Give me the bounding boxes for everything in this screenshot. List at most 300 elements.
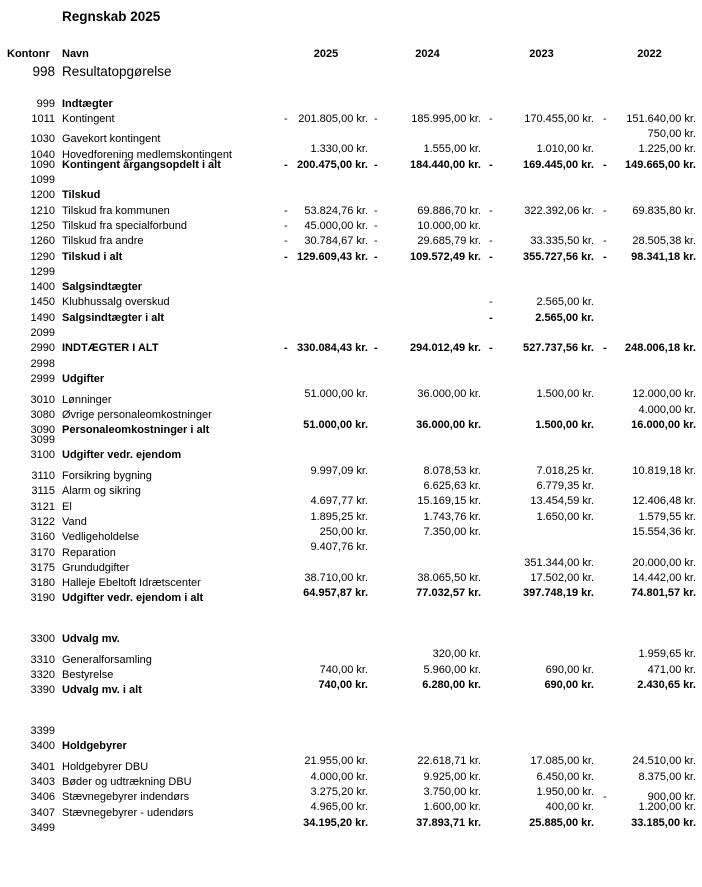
minus-sign: - xyxy=(374,112,378,125)
amount-cell-2025 xyxy=(284,464,368,479)
amount-cell-2022 xyxy=(603,403,696,418)
navn-cell: Tilskud fra kommunen xyxy=(62,204,170,217)
table-row xyxy=(7,341,702,356)
amount-cell-2024 xyxy=(374,647,481,662)
amount-cell-2024 xyxy=(374,816,481,831)
navn-cell: Tilskud i alt xyxy=(62,250,123,263)
amount-value: 9.925,00 kr. xyxy=(423,770,481,783)
amount-cell-2022 xyxy=(603,341,696,356)
minus-sign: - xyxy=(603,250,607,263)
amount-value: 7.350,00 kr. xyxy=(423,525,481,538)
amount-cell-2023 xyxy=(489,341,594,356)
amount-cell-2023 xyxy=(489,770,594,785)
amount-cell-2022 xyxy=(603,387,696,402)
amount-value: 4.000,00 kr. xyxy=(638,403,696,416)
navn-cell: Bestyrelse xyxy=(62,668,114,681)
amount-value: 14.442,00 kr. xyxy=(632,571,696,584)
table-row xyxy=(7,311,702,326)
amount-value: 690,00 kr. xyxy=(545,663,594,676)
minus-sign: - xyxy=(284,204,288,217)
kontonr-cell: 3499 xyxy=(30,821,55,834)
amount-cell-2023 xyxy=(489,571,594,586)
amount-cell-2024 xyxy=(374,571,481,586)
amount-cell-2023 xyxy=(489,204,594,219)
kontonr-cell: 2998 xyxy=(30,357,55,370)
minus-sign: - xyxy=(284,250,288,263)
amount-cell-2023 xyxy=(489,494,594,509)
table-row xyxy=(7,357,702,372)
amount-value: 45.000,00 kr. xyxy=(304,219,368,232)
amount-value: 51.000,00 kr. xyxy=(303,418,368,431)
amount-cell-2025 xyxy=(284,540,368,555)
amount-value: 170.455,00 kr. xyxy=(524,112,594,125)
amount-value: 184.440,00 kr. xyxy=(410,158,481,171)
kontonr-cell: 1299 xyxy=(30,265,55,278)
navn-cell: Generalforsamling xyxy=(62,653,152,666)
table-row xyxy=(7,326,702,341)
amount-value: 3.750,00 kr. xyxy=(423,785,481,798)
amount-cell-2022 xyxy=(603,800,696,815)
minus-sign: - xyxy=(603,204,607,217)
amount-cell-2022 xyxy=(603,464,696,479)
amount-value: 400,00 kr. xyxy=(545,801,594,814)
amount-value: 1.743,76 kr. xyxy=(423,510,481,523)
table-header-row xyxy=(7,47,702,62)
table-row xyxy=(7,464,702,483)
amount-cell-2025 xyxy=(284,525,368,540)
amount-cell-2022 xyxy=(603,816,696,831)
amount-cell-2024 xyxy=(374,219,481,234)
amount-value: 1.959,65 kr. xyxy=(638,648,696,661)
amount-cell-2024 xyxy=(374,678,481,693)
table-row xyxy=(7,173,702,188)
amount-cell-2025 xyxy=(284,142,368,157)
table-row xyxy=(7,280,702,295)
navn-cell: Indtægter xyxy=(62,97,113,110)
navn-cell: Holdgebyrer xyxy=(62,740,127,753)
amount-cell-2025 xyxy=(284,158,368,173)
amount-cell-2024 xyxy=(374,464,481,479)
amount-value: 109.572,49 kr. xyxy=(410,250,481,263)
amount-value: 22.618,71 kr. xyxy=(417,755,481,768)
amount-value: 38.065,50 kr. xyxy=(417,571,481,584)
amount-cell-2022 xyxy=(603,754,696,769)
amount-cell-2022 xyxy=(603,556,696,571)
amount-value: 471,00 kr. xyxy=(647,663,696,676)
amount-value: 8.375,00 kr. xyxy=(638,770,696,783)
minus-sign: - xyxy=(603,158,607,171)
amount-value: 98.341,18 kr. xyxy=(631,250,696,263)
amount-value: 16.000,00 kr. xyxy=(631,418,696,431)
amount-cell-2024 xyxy=(374,525,481,540)
navn-cell: Gavekort kontingent xyxy=(62,133,161,146)
amount-value: 1.600,00 kr. xyxy=(423,801,481,814)
amount-cell-2025 xyxy=(284,341,368,356)
kontonr-cell: 3180 xyxy=(30,577,55,590)
navn-cell: Klubhussalg overskud xyxy=(62,296,170,309)
kontonr-cell: 3110 xyxy=(31,470,55,483)
kontonr-cell: 3390 xyxy=(30,684,55,697)
amount-value: 169.445,00 kr. xyxy=(523,158,594,171)
column-header-year-2022: 2022 xyxy=(637,48,662,60)
amount-cell-2025 xyxy=(284,510,368,525)
amount-cell-2025 xyxy=(284,785,368,800)
minus-sign: - xyxy=(374,204,378,217)
kontonr-cell: 1490 xyxy=(30,311,55,324)
amount-cell-2023 xyxy=(489,418,594,433)
amount-cell-2025 xyxy=(284,219,368,234)
navn-cell: El xyxy=(62,500,72,513)
minus-sign: - xyxy=(603,112,607,125)
amount-value: 51.000,00 kr. xyxy=(304,388,368,401)
blank-row xyxy=(7,617,702,632)
kontonr-cell: 3300 xyxy=(30,632,55,645)
minus-sign: - xyxy=(489,342,493,355)
amount-value: 1.555,00 kr. xyxy=(423,143,481,156)
kontonr-cell: 1099 xyxy=(30,174,55,187)
kontonr-cell: 3170 xyxy=(30,546,55,559)
table-row xyxy=(7,754,702,773)
table-row xyxy=(7,250,702,265)
kontonr-cell: 3407 xyxy=(30,806,55,819)
table-row xyxy=(7,127,702,146)
amount-cell-2025 xyxy=(284,663,368,678)
kontonr-cell: 3175 xyxy=(30,561,55,574)
minus-sign: - xyxy=(489,112,493,125)
amount-value: 4.000,00 kr. xyxy=(310,770,368,783)
navn-cell: Vedligeholdelse xyxy=(62,531,140,544)
amount-value: 29.685,79 kr. xyxy=(417,235,481,248)
kontonr-cell: 1200 xyxy=(30,189,55,202)
amount-cell-2023 xyxy=(489,295,594,310)
minus-sign: - xyxy=(284,235,288,248)
amount-cell-2022 xyxy=(603,510,696,525)
table-row xyxy=(7,724,702,739)
table-row xyxy=(7,647,702,666)
navn-cell: Stævnegebyrer indendørs xyxy=(62,791,190,804)
navn-cell: Udvalg mv. xyxy=(62,632,120,645)
navn-cell: Halleje Ebeltoft Idrætscenter xyxy=(62,577,201,590)
amount-cell-2024 xyxy=(374,663,481,678)
amount-value: 330.084,43 kr. xyxy=(297,342,368,355)
amount-cell-2023 xyxy=(489,785,594,800)
page-title: Regnskab 2025 xyxy=(62,9,161,24)
kontonr-cell: 3122 xyxy=(30,515,55,528)
amount-value: 1.010,00 kr. xyxy=(536,143,594,156)
amount-cell-2023 xyxy=(489,754,594,769)
amount-cell-2024 xyxy=(374,785,481,800)
amount-cell-2024 xyxy=(374,479,481,494)
amount-cell-2024 xyxy=(374,387,481,402)
amount-value: 740,00 kr. xyxy=(318,678,368,691)
amount-cell-2023 xyxy=(489,800,594,815)
amount-cell-2022 xyxy=(603,234,696,249)
kontonr-cell: 3100 xyxy=(30,449,55,462)
amount-value: 248.006,18 kr. xyxy=(625,342,696,355)
amount-cell-2022 xyxy=(603,494,696,509)
amount-cell-2024 xyxy=(374,510,481,525)
amount-value: 30.784,67 kr. xyxy=(304,235,368,248)
amount-value: 69.835,80 kr. xyxy=(632,204,696,217)
amount-value: 4.697,77 kr. xyxy=(310,495,368,508)
table-row xyxy=(7,158,702,173)
amount-value: 149.665,00 kr. xyxy=(625,158,696,171)
amount-cell-2022 xyxy=(603,142,696,157)
amount-cell-2023 xyxy=(489,234,594,249)
amount-value: 10.819,18 kr. xyxy=(632,464,696,477)
amount-cell-2025 xyxy=(284,571,368,586)
amount-value: 25.885,00 kr. xyxy=(529,816,594,829)
amount-value: 64.957,87 kr. xyxy=(303,587,368,600)
amount-cell-2025 xyxy=(284,204,368,219)
navn-cell: Alarm og sikring xyxy=(62,485,141,498)
table-row xyxy=(7,387,702,406)
minus-sign: - xyxy=(284,158,288,171)
amount-cell-2024 xyxy=(374,234,481,249)
amount-value: 8.078,53 kr. xyxy=(423,464,481,477)
amount-cell-2022 xyxy=(603,571,696,586)
navn-cell: Holdgebyrer DBU xyxy=(62,760,149,773)
table-row xyxy=(7,448,702,463)
minus-sign: - xyxy=(489,296,493,309)
navn-cell: Udgifter vedr. ejendom xyxy=(62,449,182,462)
table-row xyxy=(7,739,702,754)
kontonr-cell: 3121 xyxy=(30,500,55,513)
amount-value: 250,00 kr. xyxy=(319,525,368,538)
amount-value: 36.000,00 kr. xyxy=(416,418,481,431)
amount-cell-2022 xyxy=(603,127,696,142)
navn-cell: Stævnegebyrer - udendørs xyxy=(62,806,194,819)
minus-sign: - xyxy=(374,158,378,171)
amount-cell-2023 xyxy=(489,311,594,326)
amount-cell-2023 xyxy=(489,816,594,831)
amount-value: 200.475,00 kr. xyxy=(297,158,368,171)
kontonr-cell: 1450 xyxy=(30,296,55,309)
amount-cell-2025 xyxy=(284,234,368,249)
table-row xyxy=(7,112,702,127)
kontonr-cell: 998 xyxy=(32,64,55,80)
amount-cell-2024 xyxy=(374,112,481,127)
amount-value: 6.280,00 kr. xyxy=(422,678,481,691)
amount-cell-2025 xyxy=(284,418,368,433)
kontonr-cell: 3160 xyxy=(30,531,55,544)
amount-cell-2024 xyxy=(374,754,481,769)
amount-value: 320,00 kr. xyxy=(432,648,481,661)
navn-cell: Øvrige personaleomkostninger xyxy=(62,408,212,421)
kontonr-cell: 1250 xyxy=(30,219,55,232)
amount-cell-2023 xyxy=(489,250,594,265)
amount-cell-2022 xyxy=(603,770,696,785)
kontonr-cell: 3099 xyxy=(30,434,55,447)
minus-sign: - xyxy=(284,219,288,232)
amount-cell-2024 xyxy=(374,341,481,356)
amount-value: 1.950,00 kr. xyxy=(536,785,594,798)
amount-cell-2022 xyxy=(603,250,696,265)
amount-cell-2025 xyxy=(284,586,368,601)
amount-cell-2022 xyxy=(603,525,696,540)
amount-value: 53.824,76 kr. xyxy=(304,204,368,217)
amount-cell-2024 xyxy=(374,158,481,173)
amount-cell-2022 xyxy=(603,647,696,662)
amount-cell-2025 xyxy=(284,112,368,127)
minus-sign: - xyxy=(489,311,493,324)
amount-cell-2024 xyxy=(374,418,481,433)
amount-cell-2025 xyxy=(284,754,368,769)
table-row xyxy=(7,97,702,112)
amount-value: 201.805,00 kr. xyxy=(298,112,368,125)
amount-value: 6.779,35 kr. xyxy=(536,480,594,493)
amount-cell-2022 xyxy=(603,663,696,678)
navn-cell: Lønninger xyxy=(62,393,112,406)
amount-value: 36.000,00 kr. xyxy=(417,388,481,401)
amount-value: 1.895,25 kr. xyxy=(310,510,368,523)
amount-value: 740,00 kr. xyxy=(319,663,368,676)
navn-cell: Resultatopgørelse xyxy=(62,64,172,80)
table-body xyxy=(7,62,702,834)
amount-value: 9.407,76 kr. xyxy=(310,541,368,554)
navn-cell: Kontingent årgangsopdelt i alt xyxy=(62,158,221,171)
amount-value: 17.502,00 kr. xyxy=(530,571,594,584)
minus-sign: - xyxy=(489,158,493,171)
minus-sign: - xyxy=(374,219,378,232)
amount-cell-2023 xyxy=(489,112,594,127)
kontonr-cell: 1290 xyxy=(30,250,55,263)
column-header-navn: Navn xyxy=(62,48,89,60)
minus-sign: - xyxy=(603,342,607,355)
navn-cell: Udgifter xyxy=(62,372,105,385)
amount-cell-2023 xyxy=(489,142,594,157)
amount-cell-2025 xyxy=(284,816,368,831)
kontonr-cell: 2999 xyxy=(30,372,55,385)
kontonr-cell: 3010 xyxy=(30,393,55,406)
amount-value: 9.997,09 kr. xyxy=(310,464,368,477)
blank-row xyxy=(7,708,702,723)
amount-cell-2024 xyxy=(374,142,481,157)
amount-cell-2023 xyxy=(489,479,594,494)
kontonr-cell: 1260 xyxy=(30,235,55,248)
kontonr-cell: 3090 xyxy=(30,424,55,437)
amount-value: 1.650,00 kr. xyxy=(536,510,594,523)
navn-cell: Vand xyxy=(62,515,87,528)
amount-cell-2023 xyxy=(489,464,594,479)
amount-cell-2024 xyxy=(374,250,481,265)
amount-value: 12.406,48 kr. xyxy=(632,495,696,508)
minus-sign: - xyxy=(489,250,493,263)
table-row xyxy=(7,219,702,234)
amount-value: 2.565,00 kr. xyxy=(536,296,594,309)
amount-value: 34.195,20 kr. xyxy=(303,816,368,829)
amount-value: 33.335,50 kr. xyxy=(530,235,594,248)
table-row xyxy=(7,632,702,647)
amount-value: 294.012,49 kr. xyxy=(410,342,481,355)
amount-value: 1.330,00 kr. xyxy=(310,143,368,156)
amount-cell-2025 xyxy=(284,494,368,509)
navn-cell: Udgifter vedr. ejendom i alt xyxy=(62,592,204,605)
amount-value: 74.801,57 kr. xyxy=(631,587,696,600)
navn-cell: Bøder og udtrækning DBU xyxy=(62,775,192,788)
table-row xyxy=(7,265,702,280)
amount-cell-2023 xyxy=(489,387,594,402)
kontonr-cell: 1040 xyxy=(30,148,55,161)
blank-row xyxy=(7,81,702,96)
kontonr-cell: 3320 xyxy=(30,668,55,681)
amount-value: 6.450,00 kr. xyxy=(536,770,594,783)
column-header-kontonr: Kontonr xyxy=(7,48,50,60)
amount-value: 77.032,57 kr. xyxy=(416,587,481,600)
amount-cell-2022 xyxy=(603,158,696,173)
amount-value: 750,00 kr. xyxy=(647,128,696,141)
amount-value: 2.430,65 kr. xyxy=(637,678,696,691)
navn-cell: INDTÆGTER I ALT xyxy=(62,342,159,355)
amount-cell-2024 xyxy=(374,586,481,601)
amount-cell-2025 xyxy=(284,387,368,402)
kontonr-cell: 3401 xyxy=(30,760,55,773)
amount-cell-2022 xyxy=(603,586,696,601)
amount-value: 20.000,00 kr. xyxy=(632,556,696,569)
amount-value: 1.225,00 kr. xyxy=(638,143,696,156)
navn-cell: Forsikring bygning xyxy=(62,470,152,483)
navn-cell: Udvalg mv. i alt xyxy=(62,684,142,697)
amount-cell-2022 xyxy=(603,418,696,433)
minus-sign: - xyxy=(374,235,378,248)
navn-cell: Tilskud fra specialforbund xyxy=(62,219,187,232)
kontonr-cell: 1090 xyxy=(30,158,55,171)
amount-value: 5.960,00 kr. xyxy=(423,663,481,676)
navn-cell: Grundudgifter xyxy=(62,561,130,574)
amount-value: 10.000,00 kr. xyxy=(417,219,481,232)
navn-cell: Reparation xyxy=(62,546,116,559)
amount-value: 7.018,25 kr. xyxy=(536,464,594,477)
amount-cell-2023 xyxy=(489,678,594,693)
kontonr-cell: 3115 xyxy=(31,485,55,498)
amount-value: 151.640,00 kr. xyxy=(626,112,696,125)
amount-value: 322.392,06 kr. xyxy=(524,204,594,217)
amount-value: 185.995,00 kr. xyxy=(411,112,481,125)
amount-value: 15.169,15 kr. xyxy=(417,495,481,508)
kontonr-cell: 3190 xyxy=(30,592,55,605)
table-row xyxy=(7,372,702,387)
amount-cell-2024 xyxy=(374,494,481,509)
amount-cell-2025 xyxy=(284,770,368,785)
navn-cell: Personaleomkostninger i alt xyxy=(62,424,210,437)
amount-value: 69.886,70 kr. xyxy=(417,204,481,217)
amount-value: 129.609,43 kr. xyxy=(297,250,368,263)
kontonr-cell: 3403 xyxy=(30,775,55,788)
navn-cell: Hovedforening medlemskontingent xyxy=(62,148,232,161)
kontonr-cell: 2099 xyxy=(30,327,55,340)
kontonr-cell: 2990 xyxy=(30,342,55,355)
amount-value: 4.965,00 kr. xyxy=(310,801,368,814)
amount-value: 690,00 kr. xyxy=(544,678,594,691)
kontonr-cell: 1011 xyxy=(31,112,55,125)
amount-value: 2.565,00 kr. xyxy=(535,311,594,324)
amount-value: 28.505,38 kr. xyxy=(632,235,696,248)
amount-cell-2024 xyxy=(374,770,481,785)
amount-value: 527.737,56 kr. xyxy=(523,342,594,355)
amount-cell-2023 xyxy=(489,586,594,601)
amount-cell-2023 xyxy=(489,158,594,173)
amount-value: 355.727,56 kr. xyxy=(523,250,594,263)
amount-cell-2022 xyxy=(603,112,696,127)
column-header-year-2024: 2024 xyxy=(415,48,440,60)
amount-value: 3.275,20 kr. xyxy=(310,785,368,798)
amount-value: 1.500,00 kr. xyxy=(535,418,594,431)
amount-value: 33.185,00 kr. xyxy=(631,816,696,829)
kontonr-cell: 3406 xyxy=(30,791,55,804)
amount-cell-2025 xyxy=(284,800,368,815)
amount-cell-2025 xyxy=(284,250,368,265)
amount-cell-2023 xyxy=(489,556,594,571)
